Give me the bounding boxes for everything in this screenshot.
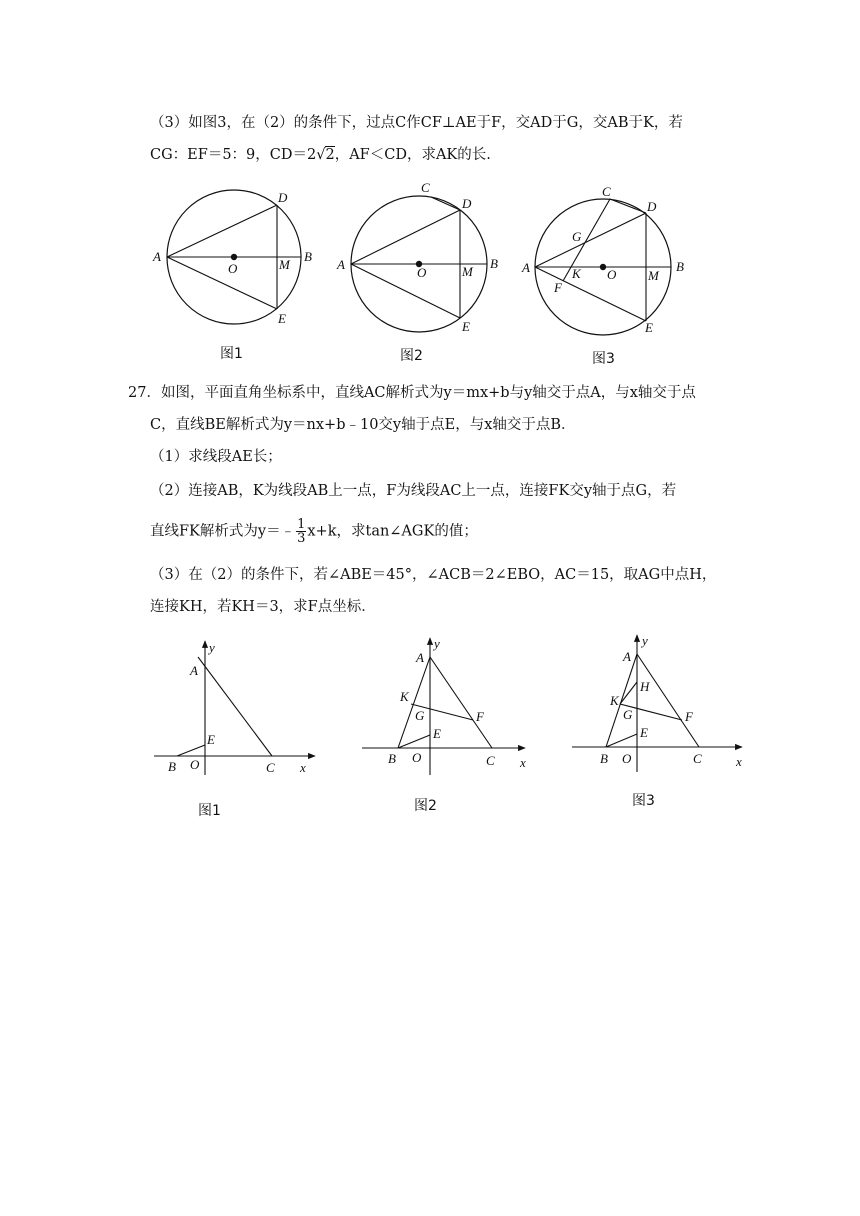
q27-line2: C，直线BE解析式为y＝nx+b﹣10交y轴于点E，与x轴交于点B． (150, 417, 576, 433)
label-O: O (412, 750, 422, 765)
label-D: D (462, 196, 472, 211)
label-F: F (476, 709, 484, 724)
label-A: A (623, 649, 631, 664)
label-x: x (736, 754, 742, 769)
label-O: O (228, 261, 238, 276)
label-E: E (207, 732, 215, 747)
label-C: C (421, 180, 430, 195)
q26-part3-line2 (150, 144, 491, 166)
label-B: B (304, 249, 312, 264)
q26-part3-line2-suffix: ，AF＜CD，求AK的长. (334, 147, 491, 163)
axis-figure-3 (570, 632, 755, 777)
q27-part2-line2 (150, 518, 478, 545)
q27-part2-line2-suffix: x+k，求tan∠AGK的值； (307, 523, 478, 540)
sqrt-radicand: 2 (325, 147, 335, 163)
chord-AD (351, 210, 460, 264)
label-G: G (623, 707, 633, 722)
label-F: F (554, 280, 562, 295)
q27-part3-line2: 连接KH，若KH＝3，求F点坐标． (150, 599, 376, 615)
q27-part3-line1: （3）在（2）的条件下，若∠ABE＝45°，∠ACB＝2∠EBO，AC＝15，取AG中点H， (150, 567, 717, 583)
label-A: A (337, 257, 345, 272)
fraction-numerator: 1 (297, 517, 306, 532)
axis-figure-2 (360, 635, 540, 780)
axis-fig1-caption: 图1 (198, 803, 221, 819)
label-O: O (607, 267, 617, 282)
label-y: y (642, 633, 648, 648)
label-y: y (209, 640, 215, 655)
center-dot (231, 254, 237, 260)
segment-BE (606, 734, 637, 747)
label-M: M (462, 264, 473, 279)
label-D: D (278, 190, 288, 205)
chord-CD (431, 197, 460, 210)
label-G: G (572, 229, 582, 244)
chord-AE (351, 264, 460, 318)
label-C: C (602, 184, 611, 199)
label-A: A (522, 260, 530, 275)
q26-part3-line1: （3）如图3，在（2）的条件下，过点C作CF⊥AE于F，交AD于G，交AB于K，若 (150, 115, 683, 131)
chord-AD (535, 213, 646, 267)
label-E: E (278, 311, 286, 326)
axis-fig3-caption: 图3 (632, 793, 655, 809)
chord-AE (535, 267, 646, 321)
label-K: K (400, 689, 409, 704)
label-E: E (462, 319, 470, 334)
center-dot (600, 264, 606, 270)
circle-fig2-caption: 图2 (400, 348, 423, 364)
label-K: K (610, 693, 619, 708)
circle-fig3-caption: 图3 (592, 351, 615, 367)
axis-fig2-caption: 图2 (414, 798, 437, 814)
label-B: B (600, 751, 608, 766)
label-O: O (417, 265, 427, 280)
label-G: G (415, 708, 425, 723)
circle-figure-1 (150, 185, 320, 335)
q27-line1: 27．如图，平面直角坐标系中，直线AC解析式为y＝mx+b与y轴交于点A，与x轴交于点 (128, 385, 696, 401)
circle-figure-2 (333, 175, 508, 335)
circle-figure-3 (520, 180, 695, 340)
label-C: C (693, 751, 702, 766)
label-M: M (279, 257, 290, 272)
q26-part3-line2-prefix: CG：EF＝5：9，CD＝2 (150, 147, 317, 163)
chord-CD (610, 199, 646, 213)
label-E: E (645, 320, 653, 335)
label-y: y (434, 636, 440, 651)
label-x: x (520, 755, 526, 770)
label-K: K (572, 266, 581, 281)
label-E: E (433, 726, 441, 741)
label-M: M (648, 268, 659, 283)
q27-part1: （1）求线段AE长； (150, 449, 282, 465)
axis-figure-1 (150, 635, 325, 780)
label-x: x (300, 760, 306, 775)
sqrt-symbol: √ (316, 147, 326, 163)
label-D: D (647, 199, 657, 214)
label-A: A (153, 249, 161, 264)
label-B: B (676, 259, 684, 274)
label-B: B (388, 751, 396, 766)
label-C: C (266, 760, 275, 775)
fraction-denominator: 3 (297, 531, 306, 546)
segment-BE (398, 735, 430, 748)
q27-part2-line1: （2）连接AB，K为线段AB上一点，F为线段AC上一点，连接FK交y轴于点G，若 (150, 483, 677, 499)
segment-KH (620, 682, 637, 704)
label-O: O (622, 751, 632, 766)
fraction-one-third (296, 518, 306, 545)
circle-fig1-caption: 图1 (220, 346, 243, 362)
q27-part2-line2-prefix: 直线FK解析式为y＝﹣ (150, 523, 296, 540)
label-A: A (190, 663, 198, 678)
label-B: B (490, 256, 498, 271)
label-C: C (486, 753, 495, 768)
line-BE (177, 745, 205, 756)
label-H: H (640, 679, 650, 694)
label-F: F (685, 709, 693, 724)
label-B: B (168, 759, 176, 774)
label-E: E (640, 725, 648, 740)
label-O: O (190, 757, 200, 772)
label-A: A (416, 650, 424, 665)
